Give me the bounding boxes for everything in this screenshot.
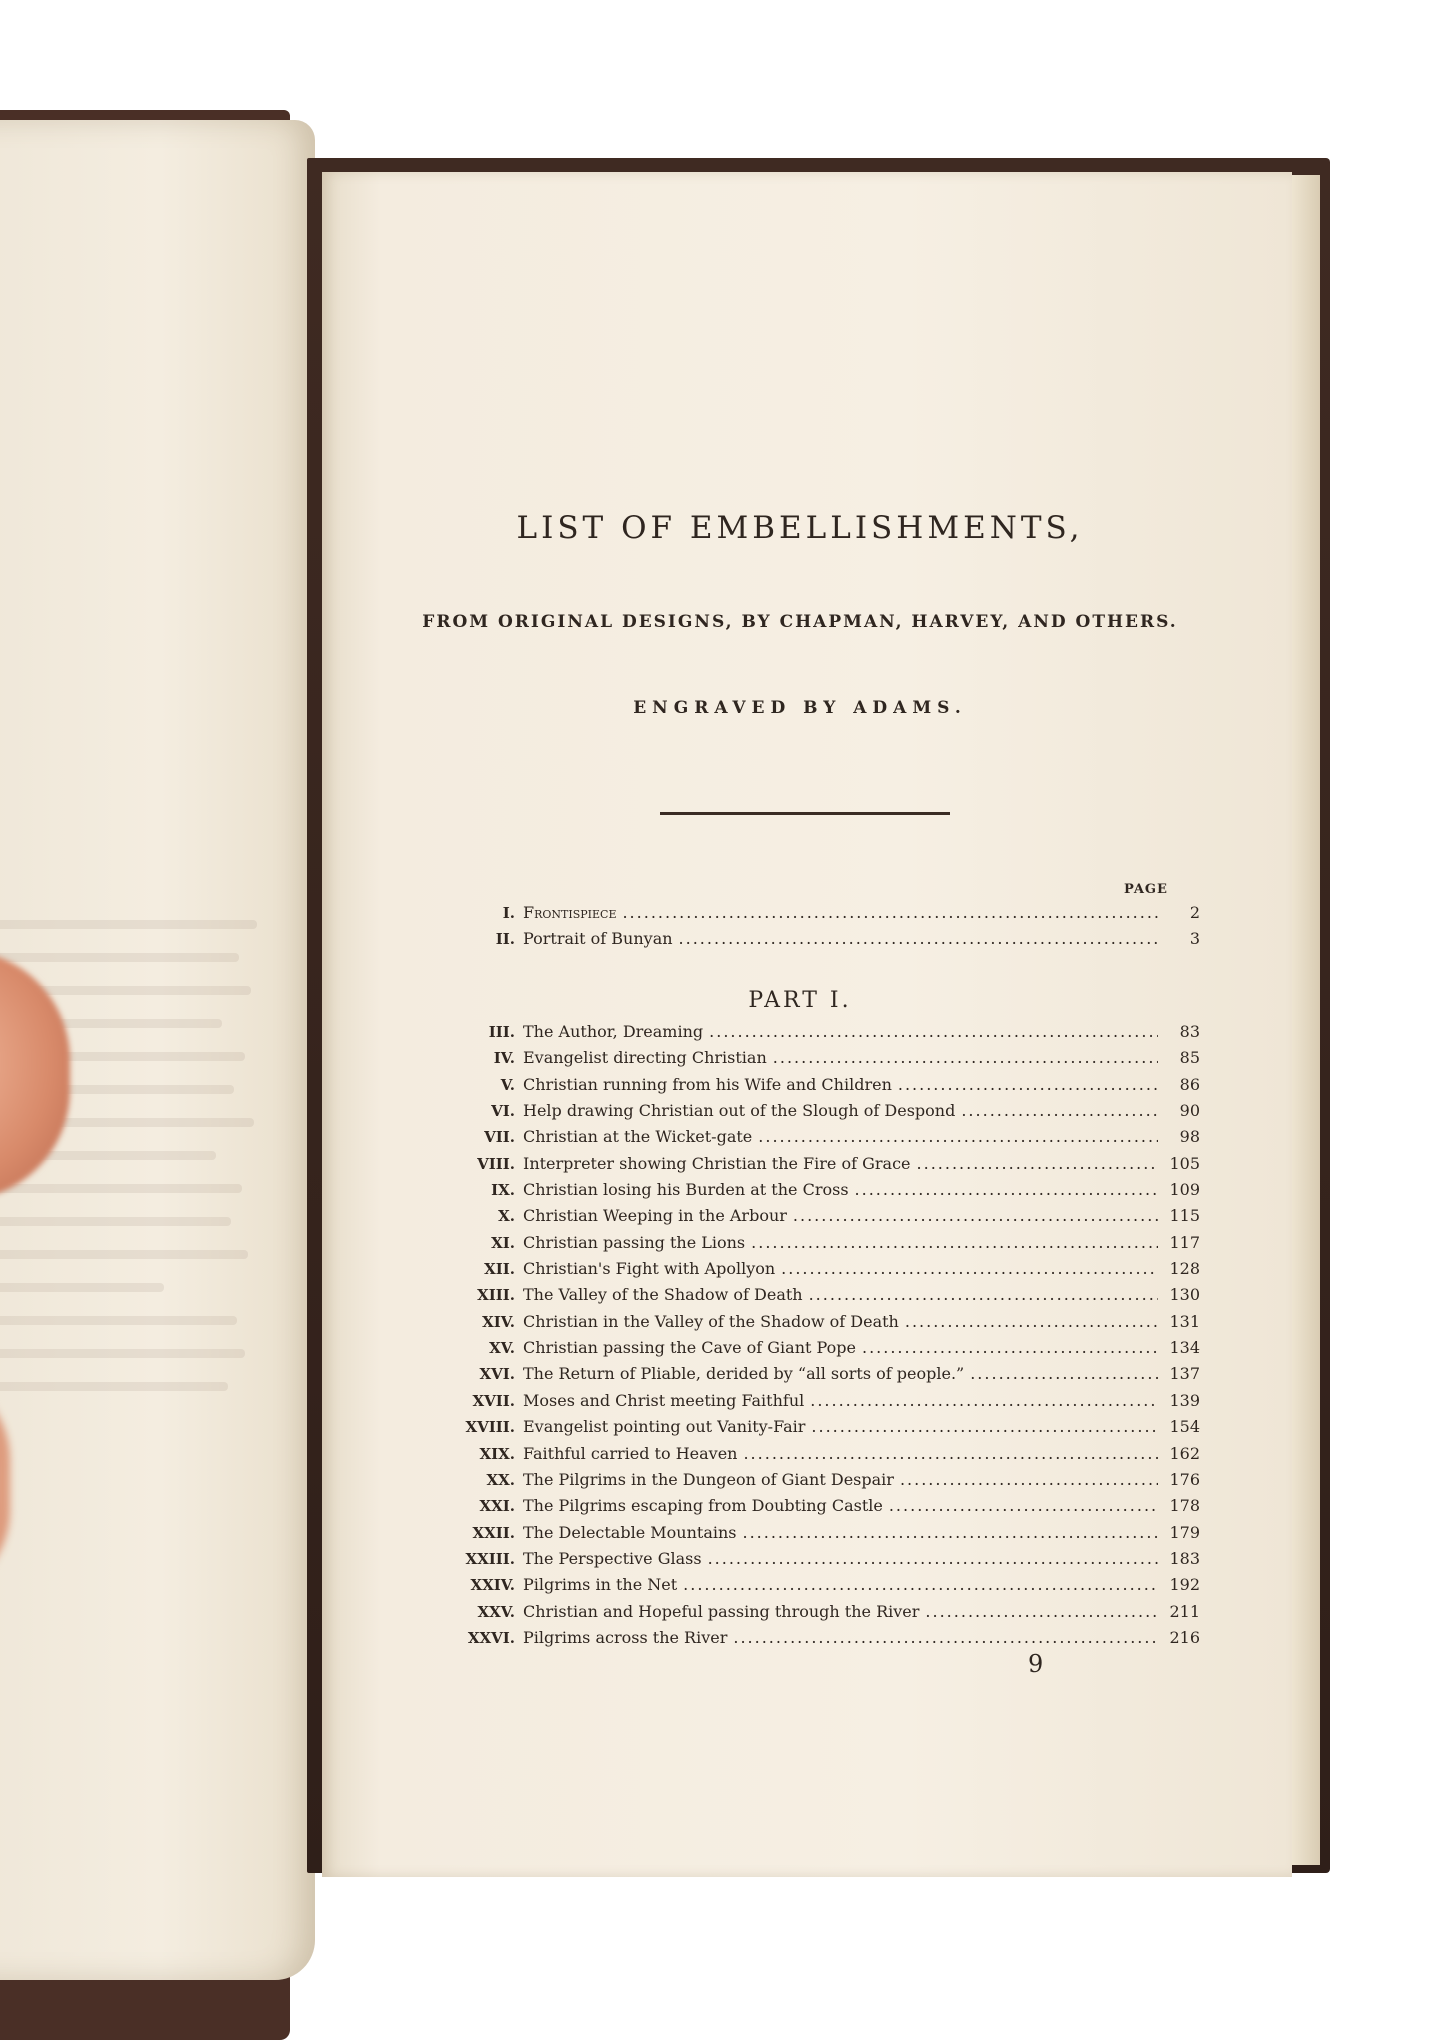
item-page: 162 (1169, 1443, 1200, 1463)
item-number: VI. (491, 1102, 515, 1121)
item-title: Christian losing his Burden at the Cross (523, 1180, 849, 1200)
item-number: XIX. (479, 1444, 515, 1463)
list-item (400, 1572, 1200, 1598)
list-item (400, 1546, 1200, 1572)
leader-dots (742, 1520, 1158, 1546)
leader-dots (809, 1282, 1158, 1308)
item-number: XIII. (477, 1286, 515, 1305)
list-item (400, 1414, 1200, 1440)
item-page: 86 (1179, 1074, 1200, 1094)
item-title: Help drawing Christian out of the Slough of Despond (523, 1101, 956, 1121)
page-column-heading: PAGE (1124, 882, 1168, 897)
list-item (400, 1203, 1200, 1229)
leader-dots (679, 926, 1158, 952)
item-number: XVII. (472, 1391, 515, 1410)
leader-dots (683, 1572, 1158, 1598)
item-page: 211 (1169, 1601, 1200, 1621)
leader-dots (855, 1177, 1158, 1203)
list-item (400, 926, 1200, 952)
divider-rule (660, 812, 950, 815)
item-title: The Pilgrims in the Dungeon of Giant Despair (523, 1469, 894, 1489)
item-title: Christian passing the Cave of Giant Pope (523, 1338, 856, 1358)
item-page: 98 (1179, 1127, 1200, 1147)
item-number: VII. (484, 1128, 515, 1147)
list-item (400, 1151, 1200, 1177)
item-number: XXI. (479, 1497, 515, 1516)
list-item (400, 1625, 1200, 1651)
item-number: XX. (486, 1470, 515, 1489)
item-page: 216 (1169, 1627, 1200, 1647)
item-title: Christian running from his Wife and Children (523, 1074, 892, 1094)
item-page: 117 (1169, 1232, 1200, 1252)
item-number: X. (498, 1207, 515, 1226)
item-title: The Return of Pliable, derided by “all sorts of people.” (523, 1364, 965, 1384)
item-number: II. (495, 930, 515, 949)
item-title: Christian Weeping in the Arbour (523, 1206, 787, 1226)
item-page: 137 (1169, 1364, 1200, 1384)
leader-dots (970, 1361, 1158, 1387)
leader-dots (708, 1546, 1158, 1572)
item-title: The Perspective Glass (523, 1548, 702, 1568)
leader-dots (810, 1388, 1158, 1414)
item-number: XVI. (479, 1365, 515, 1384)
leader-dots (793, 1203, 1158, 1229)
list-item (400, 1230, 1200, 1256)
list-item (400, 1335, 1200, 1361)
item-page: 90 (1179, 1101, 1200, 1121)
item-number: XI. (491, 1233, 515, 1252)
list-item (400, 900, 1200, 926)
item-page: 128 (1169, 1259, 1200, 1279)
item-page: 178 (1169, 1496, 1200, 1516)
list-item (400, 1599, 1200, 1625)
list-item (400, 1493, 1200, 1519)
page-number: 9 (1028, 1650, 1044, 1678)
list-item (400, 1045, 1200, 1071)
front-list (400, 900, 1200, 953)
item-page: 139 (1169, 1390, 1200, 1410)
leader-dots (743, 1441, 1158, 1467)
list-item (400, 1441, 1200, 1467)
item-title: Christian in the Valley of the Shadow of Death (523, 1311, 899, 1331)
leader-dots (900, 1467, 1158, 1493)
leader-dots (773, 1045, 1158, 1071)
item-page: 183 (1169, 1548, 1200, 1568)
item-title: Interpreter showing Christian the Fire of Grace (523, 1153, 911, 1173)
item-title: Faithful carried to Heaven (523, 1443, 738, 1463)
item-title: Pilgrims across the River (523, 1627, 728, 1647)
list-item (400, 1019, 1200, 1045)
item-title: The Pilgrims escaping from Doubting Castle (523, 1496, 883, 1516)
item-number: V. (500, 1075, 515, 1094)
item-number: I. (502, 904, 515, 922)
list-item (400, 1520, 1200, 1546)
list-item (400, 1309, 1200, 1335)
list-item (400, 1282, 1200, 1308)
leader-dots (925, 1599, 1158, 1625)
item-number: XVIII. (465, 1418, 515, 1437)
item-number: XV. (489, 1339, 515, 1358)
item-number: III. (488, 1023, 515, 1041)
page-edges (1290, 175, 1320, 1865)
item-page: 115 (1169, 1206, 1200, 1226)
leader-dots (811, 1414, 1158, 1440)
list-item (400, 1098, 1200, 1124)
item-page: 131 (1169, 1311, 1200, 1331)
item-number: IX. (491, 1181, 515, 1200)
item-page: 134 (1169, 1338, 1200, 1358)
item-number: XII. (484, 1260, 515, 1279)
item-number: XXIV. (470, 1576, 515, 1595)
item-number: XIV. (482, 1312, 515, 1331)
item-page: 192 (1169, 1575, 1200, 1595)
leader-dots (733, 1625, 1158, 1651)
item-page: 176 (1169, 1469, 1200, 1489)
leader-dots (862, 1335, 1158, 1361)
item-title: Christian and Hopeful passing through the River (523, 1601, 920, 1621)
item-page: 130 (1169, 1285, 1200, 1305)
item-title: Pilgrims in the Net (523, 1575, 678, 1595)
leader-dots (709, 1019, 1158, 1045)
leader-dots (622, 900, 1158, 926)
item-page: 109 (1169, 1180, 1200, 1200)
list-item (400, 1072, 1200, 1098)
item-number: XXIII. (465, 1549, 515, 1568)
item-page: 105 (1169, 1153, 1200, 1173)
item-title: Christian at the Wicket-gate (523, 1127, 753, 1147)
engraver-credit: ENGRAVED BY ADAMS. (633, 698, 967, 718)
item-title: Evangelist pointing out Vanity-Fair (523, 1417, 806, 1437)
item-title: Portrait of Bunyan (523, 929, 673, 949)
list-item (400, 1388, 1200, 1414)
part-heading: PART I. (748, 988, 852, 1013)
part-one-list (400, 1019, 1200, 1651)
item-title: Christian's Fight with Apollyon (523, 1259, 776, 1279)
page-subtitle: FROM ORIGINAL DESIGNS, BY CHAPMAN, HARVEY, AND OTHERS. (422, 612, 1178, 632)
item-page: 154 (1169, 1417, 1200, 1437)
item-page: 2 (1189, 903, 1200, 922)
leader-dots (898, 1072, 1158, 1098)
item-number: IV. (493, 1049, 515, 1068)
leader-dots (917, 1151, 1158, 1177)
leader-dots (889, 1493, 1158, 1519)
list-item (400, 1361, 1200, 1387)
list-item (400, 1124, 1200, 1150)
item-number: XXII. (472, 1523, 515, 1542)
leader-dots (751, 1230, 1158, 1256)
item-title: The Valley of the Shadow of Death (523, 1285, 803, 1305)
item-number: VIII. (477, 1154, 515, 1173)
item-title: Frontispiece (523, 903, 617, 922)
item-title: The Delectable Mountains (523, 1522, 737, 1542)
item-number: XXV. (477, 1602, 515, 1621)
page-title: LIST OF EMBELLISHMENTS, (516, 510, 1084, 546)
item-title: Evangelist directing Christian (523, 1048, 767, 1068)
leader-dots (905, 1309, 1158, 1335)
item-page: 85 (1179, 1048, 1200, 1068)
item-number: XXVI. (467, 1628, 515, 1647)
item-title: Moses and Christ meeting Faithful (523, 1390, 805, 1410)
list-item (400, 1177, 1200, 1203)
item-title: The Author, Dreaming (523, 1022, 704, 1041)
leader-dots (781, 1256, 1158, 1282)
item-page: 83 (1179, 1022, 1200, 1041)
list-item (400, 1256, 1200, 1282)
list-item (400, 1467, 1200, 1493)
item-title: Christian passing the Lions (523, 1232, 746, 1252)
leader-dots (758, 1124, 1158, 1150)
item-page: 3 (1189, 929, 1200, 949)
leader-dots (961, 1098, 1158, 1124)
item-page: 179 (1169, 1522, 1200, 1542)
